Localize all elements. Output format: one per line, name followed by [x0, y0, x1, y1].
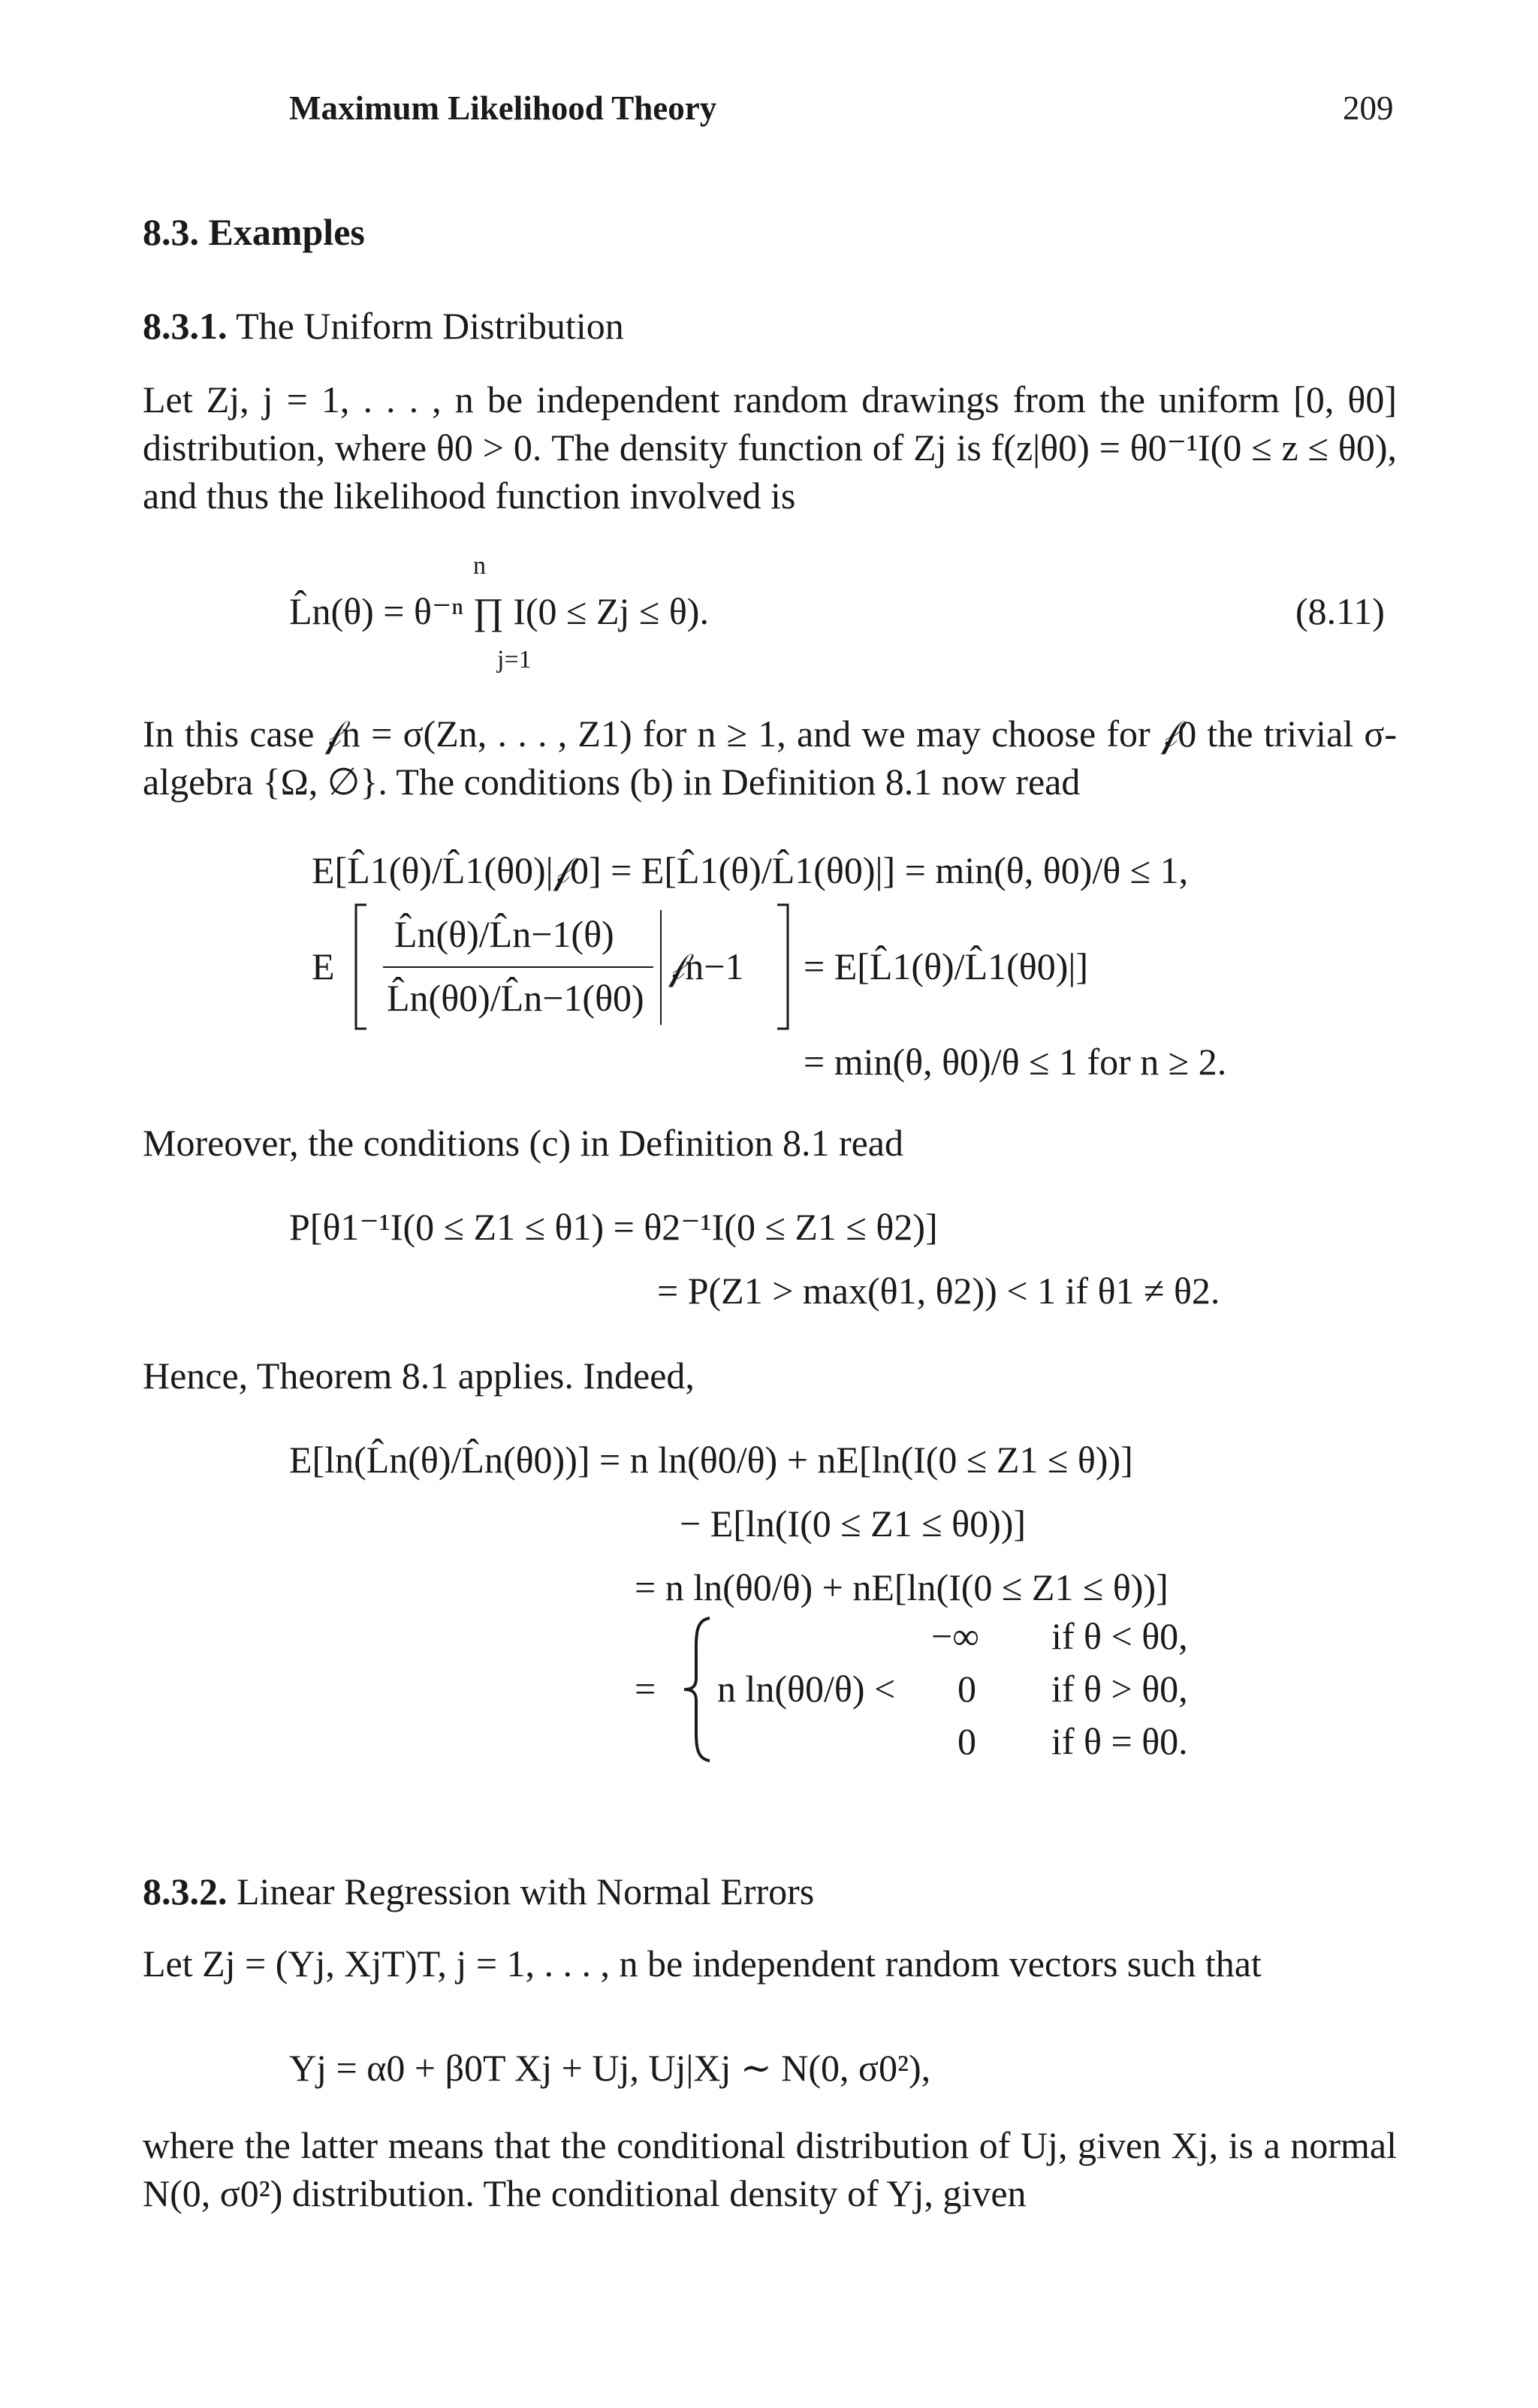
equation-condition-b1: E[L̂1(θ)/L̂1(θ0)|𝒻0] = E[L̂1(θ)/L̂1(θ0)|] = min(θ, θ0)/θ ≤ 1,	[312, 849, 1189, 891]
equation-condition-c2: = P(Z1 > max(θ1, θ2)) < 1 if θ1 ≠ θ2.	[657, 1270, 1220, 1312]
paragraph: Moreover, the conditions (c) in Definition 8.1 read	[143, 1122, 903, 1164]
subsection-number: 8.3.2.	[143, 1870, 228, 1912]
paragraph: Let Zj = (Yj, XjT)T, j = 1, . . . , n be independent random vectors such that	[143, 1942, 1262, 1985]
running-title: Maximum Likelihood Theory	[289, 89, 717, 127]
fraction-denominator: L̂n(θ0)/L̂n−1(θ0)	[387, 977, 644, 1019]
equation-derivation-line3: = n ln(θ0/θ) + nE[ln(I(0 ≤ Z1 ≤ θ))]	[635, 1566, 1169, 1608]
paragraph: In this case 𝒻n = σ(Zn, . . . , Z1) for n ≥ 1, and we may choose for 𝒻0 the trivial σ-algebra {Ω, ∅}. The conditions (b) in Definition 8.1 now read	[143, 713, 1397, 803]
case-value: 0	[957, 1720, 976, 1762]
equation-derivation-case-lead: n ln(θ0/θ) <	[717, 1668, 896, 1710]
equation-derivation-line2: − E[ln(I(0 ≤ Z1 ≤ θ0))]	[680, 1502, 1027, 1545]
subsection-title: Linear Regression with Normal Errors	[237, 1870, 815, 1912]
equation-likelihood: L̂n(θ) = θ⁻ⁿ ∏ I(0 ≤ Zj ≤ θ).	[289, 590, 709, 632]
subsection-heading	[143, 304, 624, 348]
paragraph: Let Zj, j = 1, . . . , n be independent random drawings from the uniform [0, θ0] distribution, where θ0 > 0. The density function of Zj is f(z|θ0) = θ0⁻¹I(0 ≤ z ≤ θ0), and thus the likelihood function involved is	[143, 378, 1397, 517]
case-condition: if θ < θ0,	[1051, 1615, 1188, 1657]
product-lower-limit: j=1	[497, 646, 532, 674]
equation-condition-c1: P[θ1⁻¹I(0 ≤ Z1 ≤ θ1) = θ2⁻¹I(0 ≤ Z1 ≤ θ2)]	[289, 1206, 938, 1248]
case-value: −∞	[931, 1615, 979, 1657]
equation-derivation-line1: E[ln(L̂n(θ)/L̂n(θ0))] = n ln(θ0/θ) + nE[ln(I(0 ≤ Z1 ≤ θ))]	[289, 1439, 1133, 1481]
equation-regression: Yj = α0 + β0T Xj + Uj, Uj|Xj ∼ N(0, σ0²),	[289, 2047, 931, 2089]
equation-condition-b3: = min(θ, θ0)/θ ≤ 1 for n ≥ 2.	[804, 1041, 1227, 1083]
page-number: 209	[1343, 89, 1394, 127]
left-brace-icon	[680, 1614, 717, 1765]
equation-derivation-equals: =	[635, 1668, 656, 1710]
subsection-title: The Uniform Distribution	[236, 305, 624, 347]
conditioning-sigma-algebra: 𝒻n−1	[668, 945, 744, 987]
case-condition: if θ = θ0.	[1051, 1720, 1188, 1762]
equation-condition-b2-right: = E[L̂1(θ)/L̂1(θ0)|]	[804, 945, 1089, 987]
subsection-number: 8.3.1.	[143, 305, 228, 347]
case-value: 0	[957, 1668, 976, 1710]
section-title: 8.3. Examples	[143, 211, 365, 253]
product-upper-limit: n	[473, 552, 486, 580]
equation-condition-b2-e: E	[312, 945, 335, 987]
case-condition: if θ > θ0,	[1051, 1668, 1188, 1710]
paragraph: where the latter means that the conditional distribution of Uj, given Xj, is a normal N(0, σ0²) distribution. The conditional density of Yj, given	[143, 2124, 1397, 2214]
fraction-numerator: L̂n(θ)/L̂n−1(θ)	[394, 913, 614, 955]
subsection-heading	[143, 1870, 814, 1913]
equation-number: (8.11)	[1295, 590, 1385, 632]
paragraph: Hence, Theorem 8.1 applies. Indeed,	[143, 1355, 695, 1397]
